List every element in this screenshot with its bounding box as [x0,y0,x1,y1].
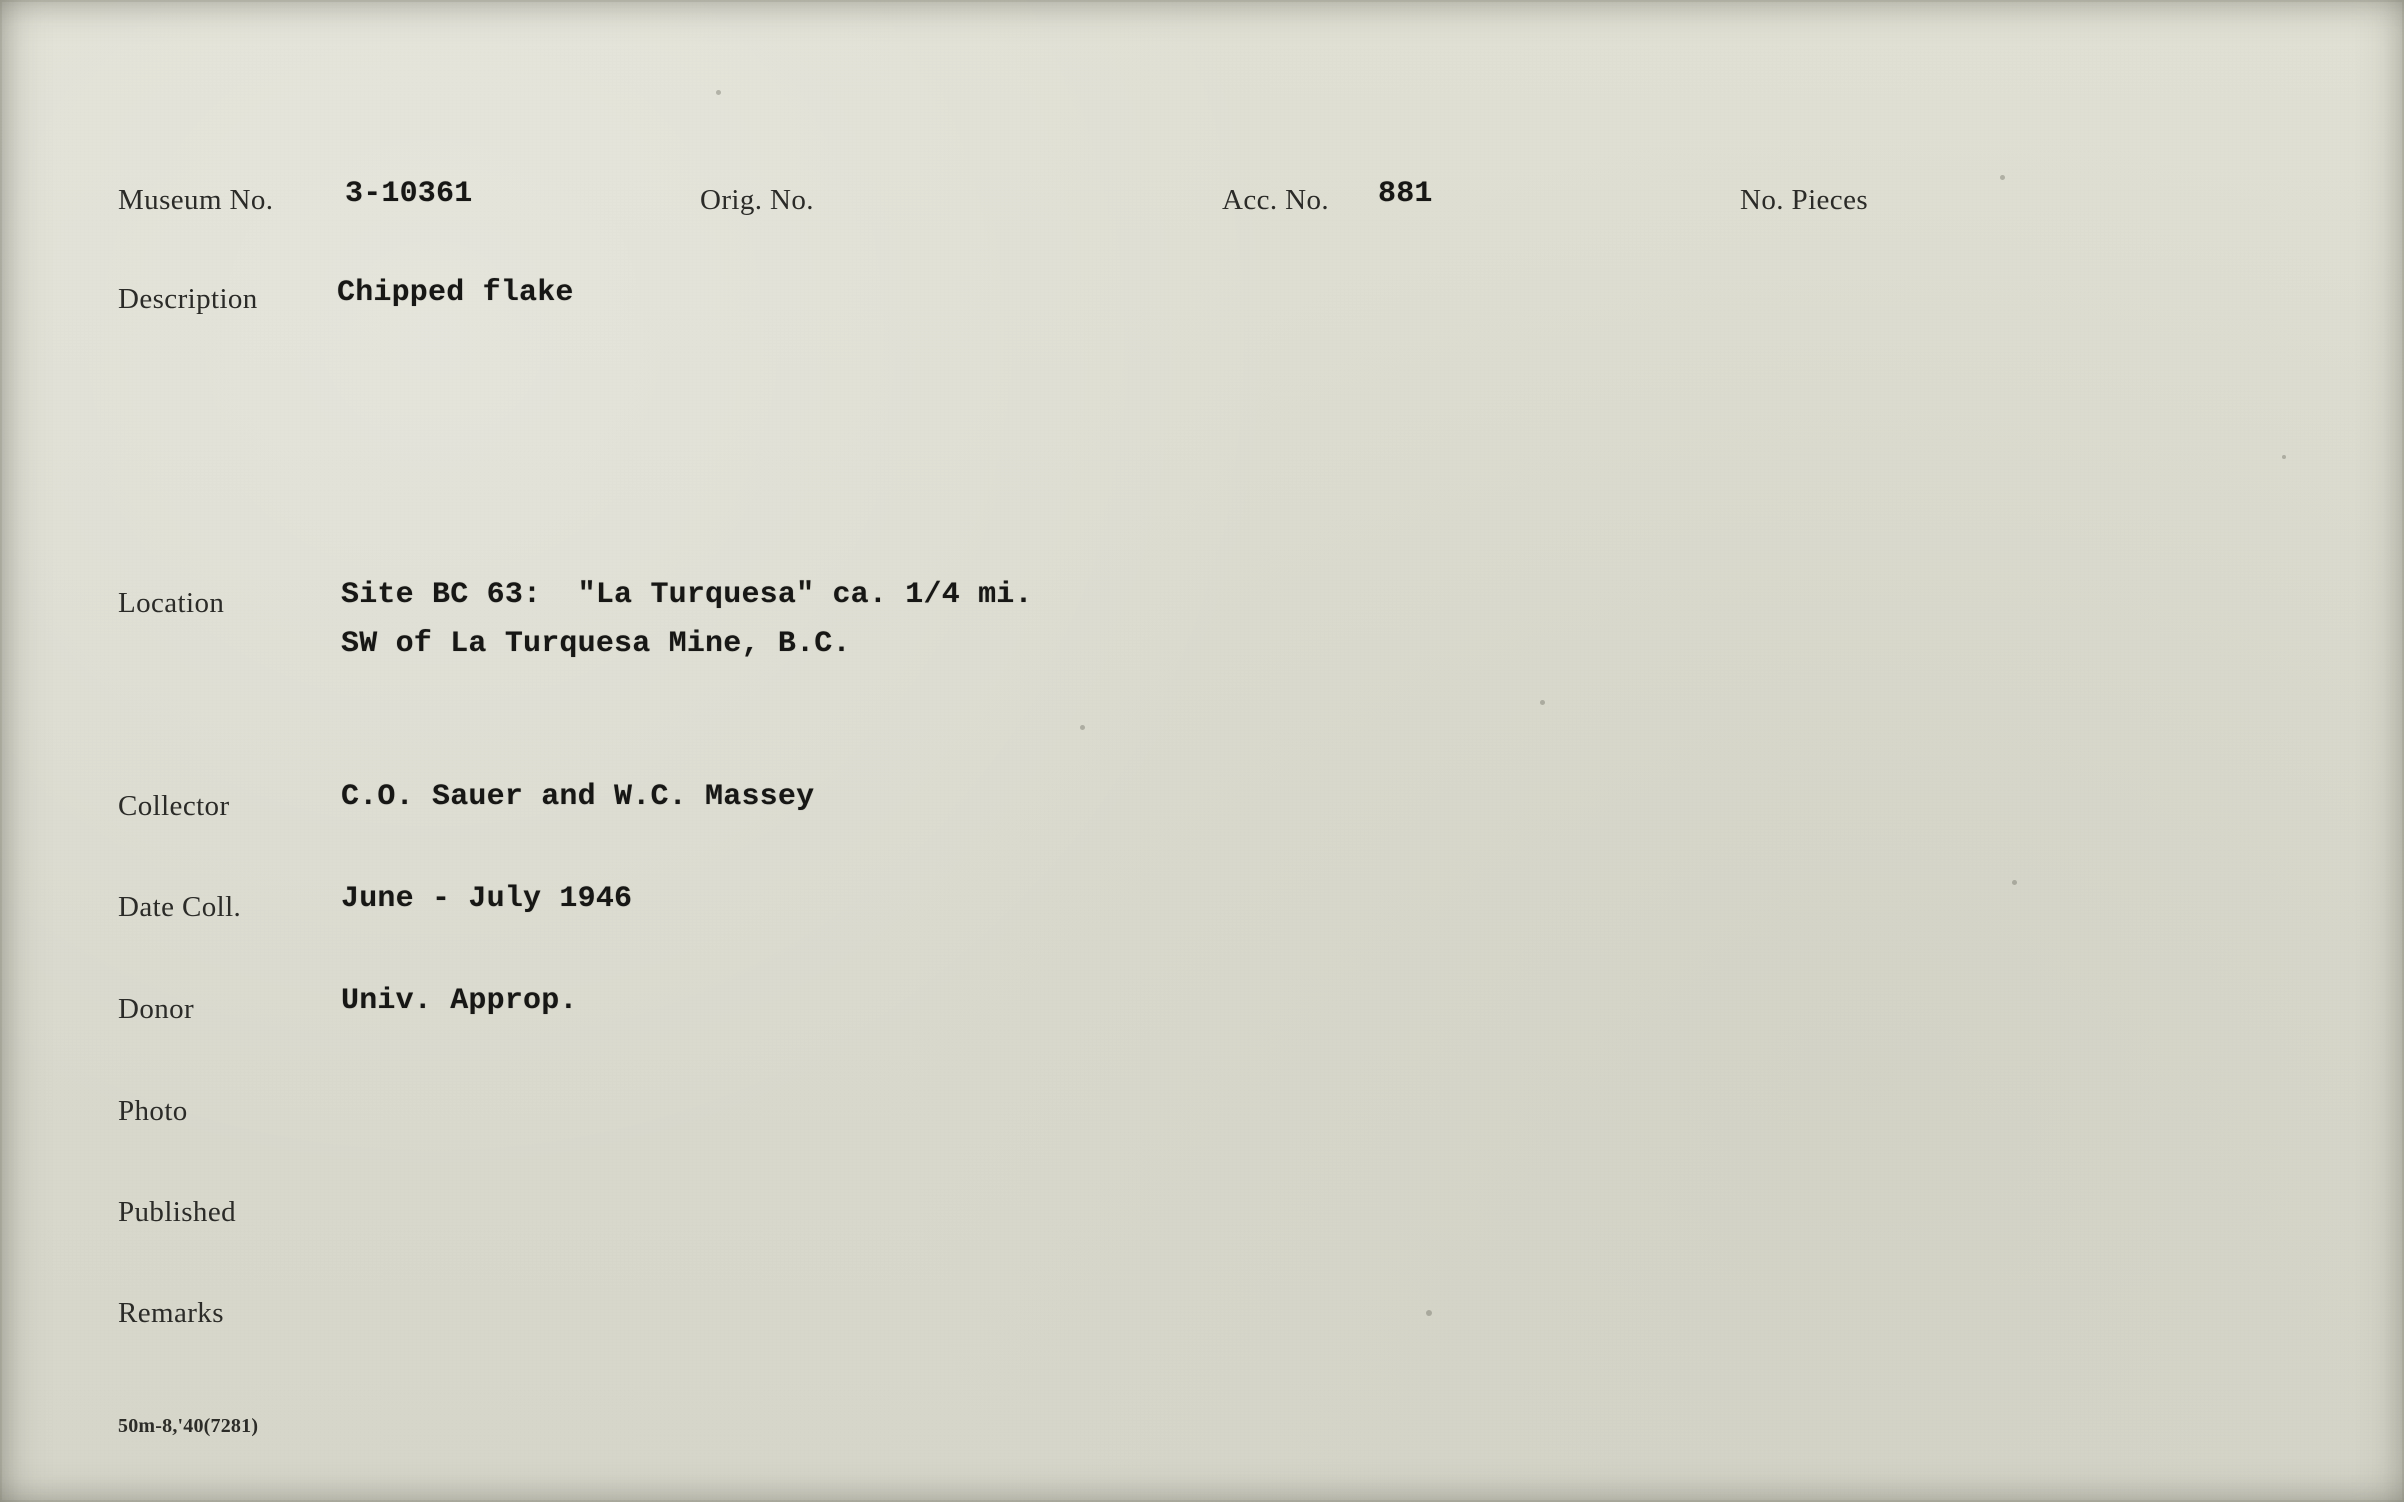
museum-no-value: 3-10361 [345,177,473,211]
paper-speck [1426,1310,1432,1316]
photo-label: Photo [118,1095,188,1127]
print-code: 50m-8,'40(7281) [118,1415,259,1437]
description-value: Chipped flake [337,276,574,310]
paper-speck [2282,455,2286,459]
donor-label: Donor [118,993,195,1025]
paper-speck [2012,880,2017,885]
acc-no-label: Acc. No. [1222,184,1330,216]
museum-no-label: Museum No. [118,184,274,216]
acc-no-value: 881 [1378,177,1433,211]
donor-value: Univ. Approp. [341,984,578,1018]
paper-speck [716,90,721,95]
description-label: Description [118,283,258,315]
date-coll-label: Date Coll. [118,891,242,923]
collector-value: C.O. Sauer and W.C. Massey [341,780,815,814]
collector-label: Collector [118,790,230,822]
date-coll-value: June - July 1946 [341,882,633,916]
orig-no-label: Orig. No. [700,184,814,216]
published-label: Published [118,1196,236,1228]
no-pieces-label: No. Pieces [1740,184,1869,216]
paper-speck [1080,725,1085,730]
paper-speck [2000,175,2005,180]
remarks-label: Remarks [118,1297,224,1329]
location-value-line2: SW of La Turquesa Mine, B.C. [341,627,851,661]
paper-speck [1540,700,1545,705]
location-label: Location [118,587,225,619]
location-value-line1: Site BC 63: "La Turquesa" ca. 1/4 mi. [341,578,1033,612]
